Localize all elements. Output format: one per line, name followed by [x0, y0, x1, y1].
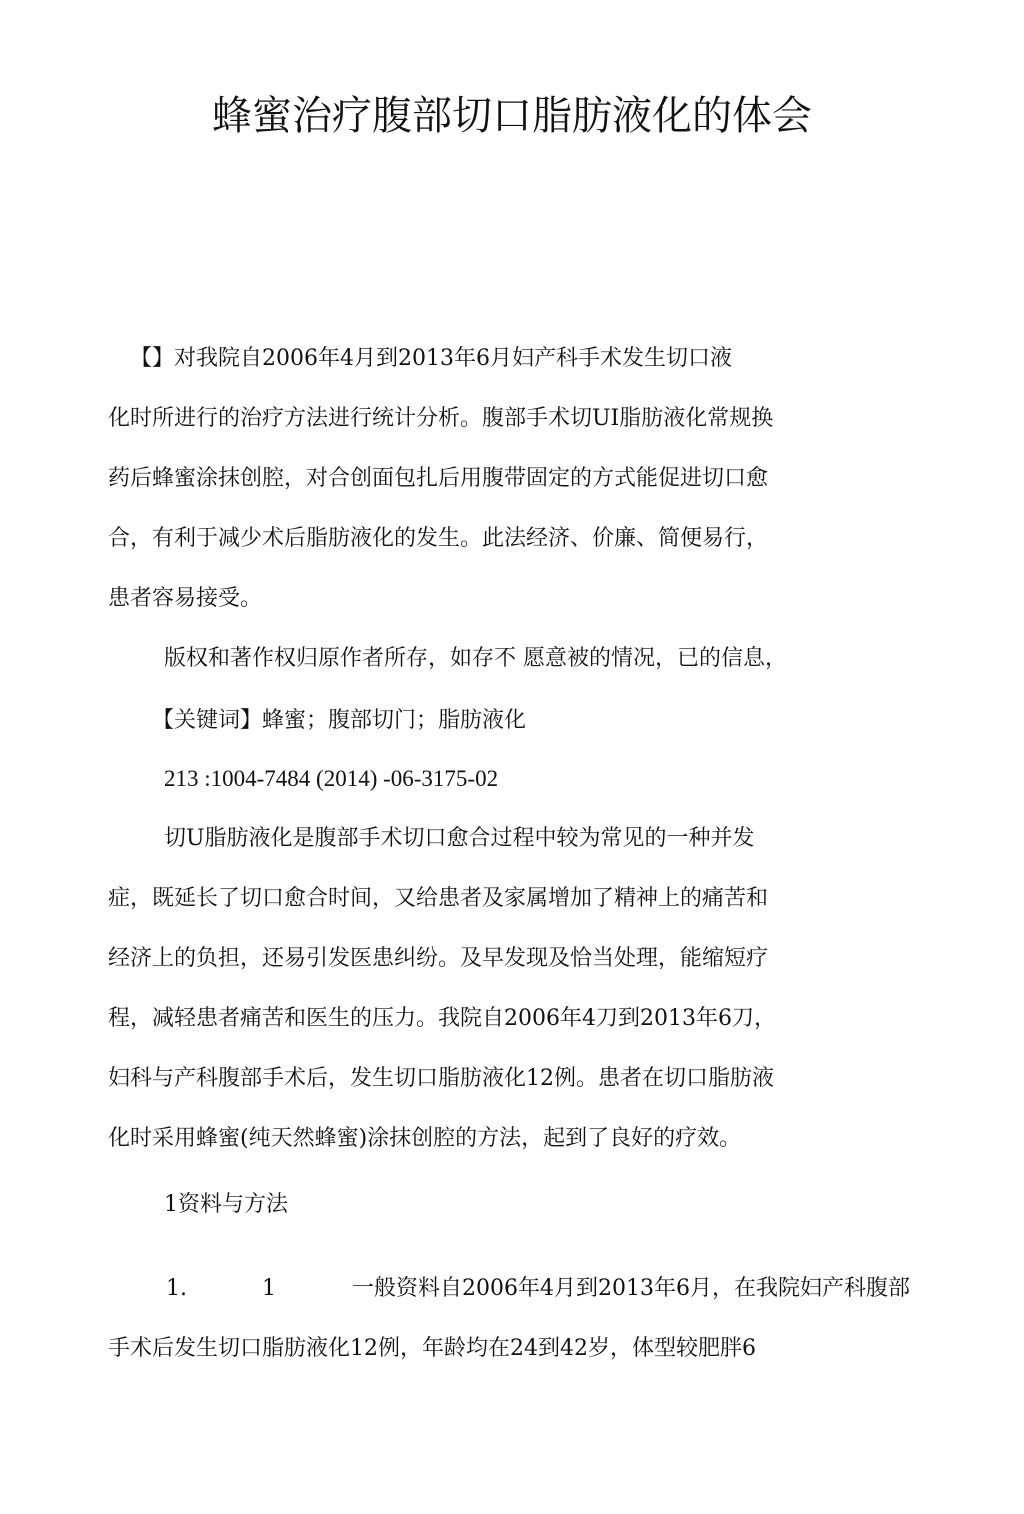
abstract-line: 合，有利于减少术后脂肪液化的发生。此法经济、价廉、简便易行， — [108, 526, 769, 551]
body-line: 经济上的负担，还易引发医患纠纷。及早发现及恰当处理，能缩短疗 — [108, 946, 769, 971]
body-line: 程，减轻患者痛苦和医生的压力。我院自2006年4刀到2013年6刀， — [108, 1006, 776, 1031]
section-heading: 1资料与方法 — [164, 1192, 288, 1217]
document-title: 蜂蜜治疗腹部切口脂肪液化的体会 — [212, 93, 812, 139]
article-code: 213 :1004-7484 (2014) -06-3175-02 — [164, 766, 499, 791]
body-line: 切U脂肪液化是腹部手术切口愈合过程中较为常见的一种并发 — [164, 826, 755, 851]
copyright-notice: 版权和著作权归原作者所存，如存不 愿意被的情况，已的信息， — [164, 646, 787, 671]
body-line: 症，既延长了切口愈合时间，又给患者及家属增加了精神上的痛苦和 — [108, 886, 769, 911]
abstract-line: 药后蜂蜜涂抹创腔，对合创面包扎后用腹带固定的方式能促进切口愈 — [108, 466, 769, 491]
subsection-line: 手术后发生切口脂肪液化12例，年龄均在24到42岁，体型较肥胖6 — [108, 1336, 756, 1361]
subsection-number-major: 1. — [166, 1276, 187, 1301]
abstract-line: 【】对我院自2006年4月到2013年6月妇产科手术发生切口液 — [130, 346, 732, 371]
subsection-line: 一般资料自2006年4月到2013年6月，在我院妇产科腹部 — [352, 1276, 910, 1301]
keywords-line: 【关键词】蜂蜜；腹部切门；脂肪液化 — [152, 708, 527, 733]
subsection-number-minor: 1 — [262, 1276, 276, 1301]
abstract-line: 患者容易接受。 — [108, 586, 263, 611]
body-line: 妇科与产科腹部手术后，发生切口脂肪液化12例。患者在切口脂肪液 — [108, 1066, 774, 1091]
abstract-line: 化时所进行的治疗方法进行统计分析。腹部手术切UI脂肪液化常规换 — [108, 406, 774, 431]
body-line: 化时采用蜂蜜(纯天然蜂蜜)涂抹创腔的方法，起到了良好的疗效。 — [108, 1126, 742, 1151]
